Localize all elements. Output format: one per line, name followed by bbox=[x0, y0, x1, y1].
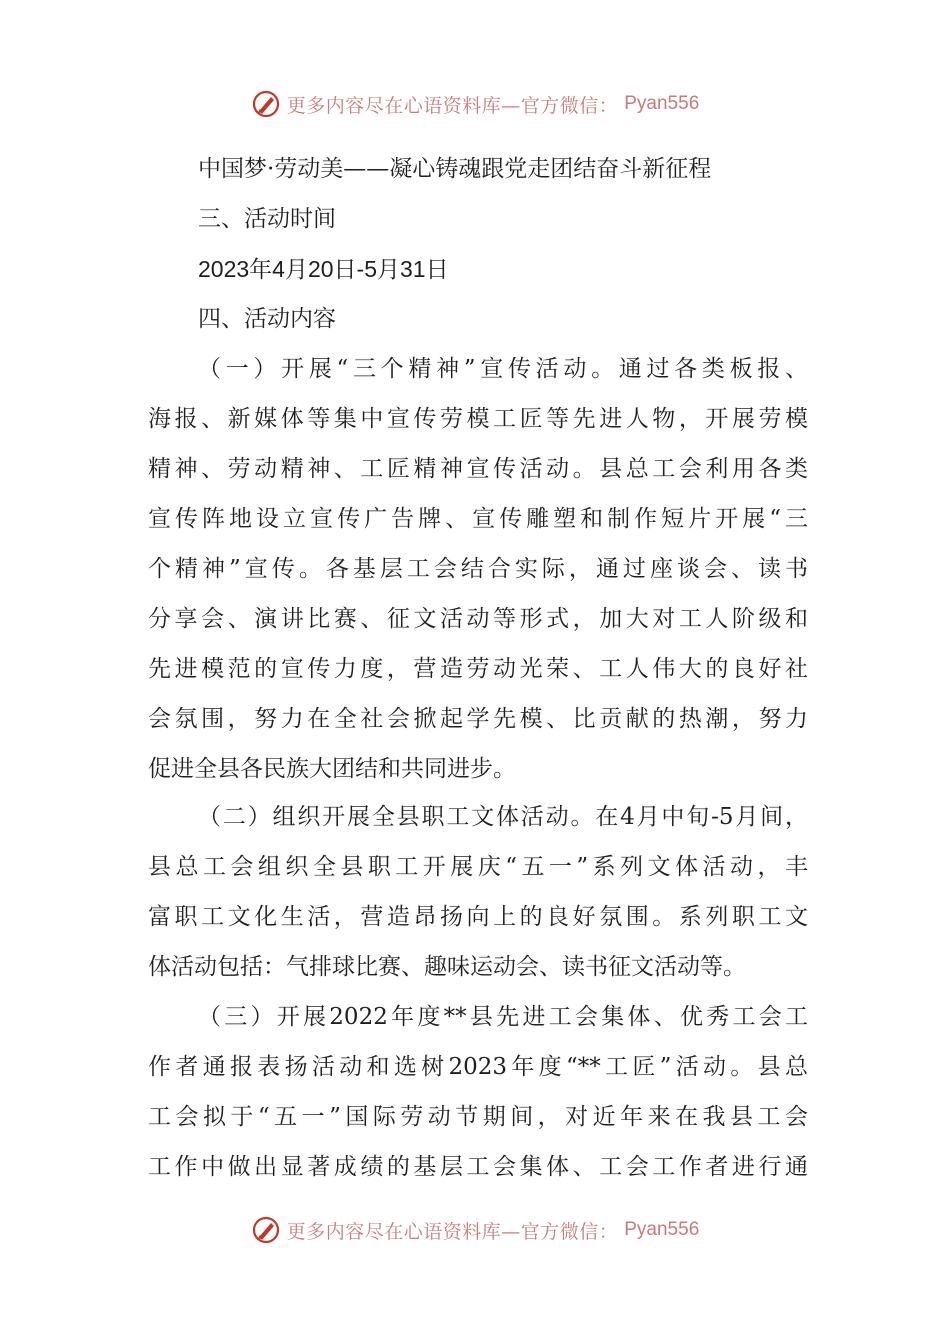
paragraph-1-line: 个精神”宣传。各基层工会结合实际，通过座谈会、读书 bbox=[148, 556, 808, 582]
header-banner bbox=[0, 84, 950, 124]
paragraph-1-line: 会氛围，努力在全社会掀起学先模、比贡献的热潮，努力 bbox=[148, 706, 808, 732]
section-heading-content: 四、活动内容 bbox=[198, 306, 336, 332]
banner-text: 更多内容尽在心语资料库—官方微信： bbox=[286, 94, 619, 117]
paragraph-1-line: 海报、新媒体等集中宣传劳模工匠等先进人物，开展劳模 bbox=[148, 406, 808, 432]
paragraph-3-line: 作者通报表扬活动和选树2023年度“**工匠”活动。县总 bbox=[148, 1054, 808, 1080]
activity-date-range: 2023年4月20日-5月31日 bbox=[198, 256, 449, 282]
paragraph-2-line: 县总工会组织全县职工开展庆“五一”系列文体活动，丰 bbox=[148, 854, 808, 880]
paragraph-1-line: 精神、劳动精神、工匠精神宣传活动。县总工会利用各类 bbox=[148, 456, 808, 482]
paragraph-1-line: （一）开展“三个精神”宣传活动。通过各类板报、 bbox=[198, 356, 808, 382]
pen-nib-logo-icon bbox=[251, 89, 281, 119]
pen-nib-logo-icon bbox=[251, 1215, 281, 1245]
paragraph-1-line: 促进全县各民族大团结和共同进步。 bbox=[148, 756, 516, 782]
paragraph-1-line: 宣传阵地设立宣传广告牌、宣传雕塑和制作短片开展“三 bbox=[148, 506, 808, 532]
banner-wechat-id: Pyan556 bbox=[624, 93, 700, 114]
paragraph-3-line: 工会拟于“五一”国际劳动节期间，对近年来在我县工会 bbox=[148, 1104, 808, 1130]
banner-text: 更多内容尽在心语资料库—官方微信： bbox=[286, 1220, 619, 1243]
paragraph-2-line: 富职工文化生活，营造昂扬向上的良好氛围。系列职工文 bbox=[148, 904, 808, 930]
paragraph-3-line: 工作中做出显著成绩的基层工会集体、工会工作者进行通 bbox=[148, 1154, 808, 1180]
paragraph-2-line: 体活动包括：气排球比赛、趣味运动会、读书征文活动等。 bbox=[148, 954, 746, 980]
footer-banner bbox=[0, 1210, 950, 1250]
paragraph-2-line: （二）组织开展全县职工文体活动。在4月中旬-5月间， bbox=[198, 804, 808, 830]
paragraph-1-line: 先进模范的宣传力度，营造劳动光荣、工人伟大的良好社 bbox=[148, 656, 808, 682]
slogan-line: 中国梦·劳动美——凝心铸魂跟党走团结奋斗新征程 bbox=[198, 156, 712, 182]
paragraph-3-line: （三）开展2022年度**县先进工会集体、优秀工会工 bbox=[198, 1004, 808, 1030]
banner-wechat-id: Pyan556 bbox=[624, 1219, 700, 1240]
paragraph-1-line: 分享会、演讲比赛、征文活动等形式，加大对工人阶级和 bbox=[148, 606, 808, 632]
section-heading-time: 三、活动时间 bbox=[198, 206, 336, 232]
